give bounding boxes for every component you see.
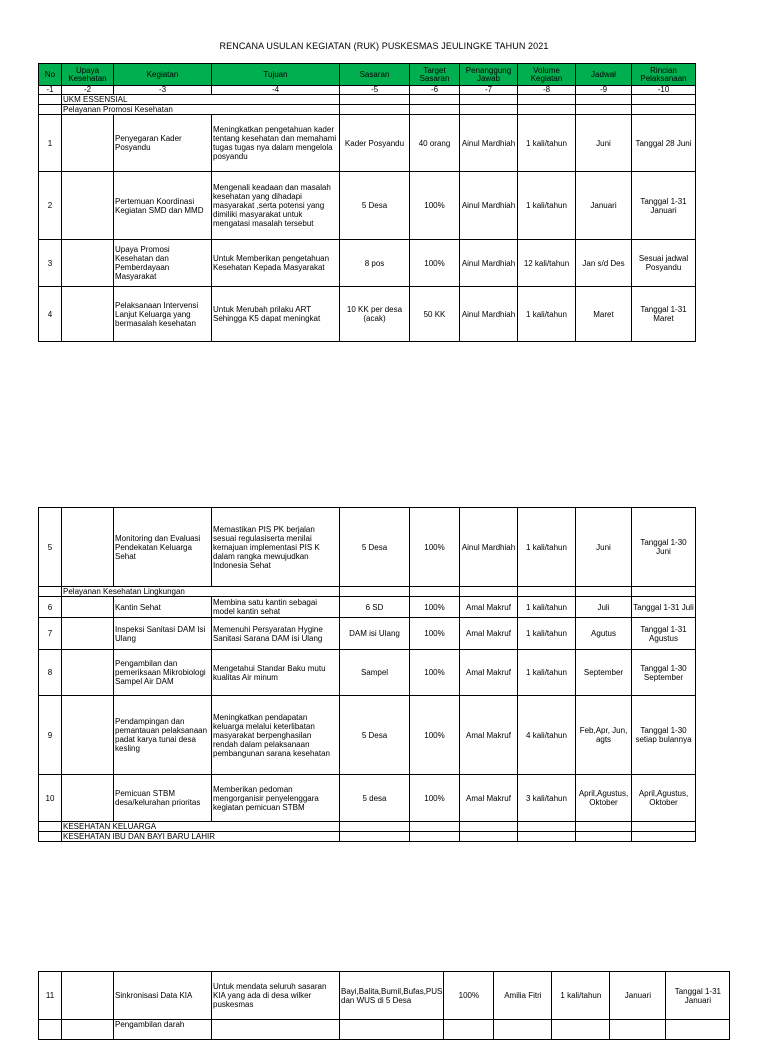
row-volume-cell: 3 kali/tahun <box>518 775 576 822</box>
column-number: -2 <box>62 86 114 95</box>
row-volume-cell: 1 kali/tahun <box>518 172 576 240</box>
empty-cell <box>460 95 518 105</box>
row-upaya-cell <box>62 650 114 696</box>
row-kegiatan-cell: Pengambilan dan pemeriksaan Mikrobiologi Sampel Air DAM <box>114 650 212 696</box>
row-kegiatan-cell: Pertemuan Koordinasi Kegiatan SMD dan MMD <box>114 172 212 240</box>
column-number: -8 <box>518 86 576 95</box>
row-sasaran-cell: 5 Desa <box>340 508 410 587</box>
empty-cell <box>39 822 62 832</box>
empty-cell <box>340 587 410 597</box>
row-sasaran-cell: 8 pos <box>340 240 410 287</box>
row-penanggung-jawab-cell: Ainul Mardhiah <box>460 508 518 587</box>
row-no-cell: 3 <box>39 240 62 287</box>
empty-cell <box>410 105 460 115</box>
row-rincian-cell: Tanggal 1-30 September <box>632 650 696 696</box>
row-jadwal-cell: April,Agustus, Oktober <box>576 775 632 822</box>
row-jadwal-cell: September <box>576 650 632 696</box>
row-jadwal-cell: Januari <box>576 172 632 240</box>
row-volume-cell: 4 kali/tahun <box>518 696 576 775</box>
row-rincian-cell: Tanggal 1-30 Juni <box>632 508 696 587</box>
row-upaya-cell <box>62 972 114 1020</box>
empty-cell <box>340 105 410 115</box>
row-volume-cell: 12 kali/tahun <box>518 240 576 287</box>
row-volume-cell: 1 kali/tahun <box>518 508 576 587</box>
empty-cell <box>410 587 460 597</box>
empty-cell <box>518 587 576 597</box>
column-header-rincian: Rincian Pelaksanaan <box>632 64 696 86</box>
row-tujuan-cell: Untuk Merubah prilaku ART Sehingga K5 dapat meningkat <box>212 287 340 342</box>
section-kesehatan-lingkungan: Pelayanan Kesehatan Lingkungan <box>62 587 340 597</box>
row-target-cell <box>444 1020 494 1040</box>
empty-cell <box>632 832 696 842</box>
row-penanggung-jawab-cell: Amal Makruf <box>460 618 518 650</box>
row-tujuan-cell: Meningkatkan pengetahuan kader tentang kesehatan dan memahami tugas tugas nya dalam mengelola posyandu <box>212 115 340 172</box>
row-upaya-cell <box>62 775 114 822</box>
row-volume-cell <box>552 1020 610 1040</box>
row-tujuan-cell: Memberikan pedoman mengorganisir penyelenggara kegiatan pemicuan STBM <box>212 775 340 822</box>
table-row <box>39 172 696 240</box>
empty-cell <box>576 95 632 105</box>
empty-cell <box>340 95 410 105</box>
empty-cell <box>576 832 632 842</box>
row-target-cell: 100% <box>410 172 460 240</box>
row-no-cell: 7 <box>39 618 62 650</box>
row-penanggung-jawab-cell: Ainul Mardhiah <box>460 115 518 172</box>
table-row <box>39 508 696 587</box>
empty-cell <box>39 95 62 105</box>
row-no-cell: 2 <box>39 172 62 240</box>
table-row <box>39 775 696 822</box>
column-header-tujuan: Tujuan <box>212 64 340 86</box>
table-row <box>39 287 696 342</box>
row-rincian-cell: April,Agustus, Oktober <box>632 775 696 822</box>
row-no-cell: 9 <box>39 696 62 775</box>
section-row <box>39 95 696 105</box>
empty-cell <box>576 587 632 597</box>
row-target-cell: 100% <box>444 972 494 1020</box>
empty-cell <box>460 105 518 115</box>
row-volume-cell: 1 kali/tahun <box>518 650 576 696</box>
row-sasaran-cell: 10 KK per desa (acak) <box>340 287 410 342</box>
empty-cell <box>518 95 576 105</box>
row-penanggung-jawab-cell <box>494 1020 552 1040</box>
ruk-table-page-3 <box>38 971 730 1040</box>
column-number: -10 <box>632 86 696 95</box>
table-row <box>39 240 696 287</box>
empty-cell <box>410 95 460 105</box>
section-ukm-essensial: UKM ESSENSIAL <box>62 95 340 105</box>
row-sasaran-cell: Bayi,Balita,Bumil,Bufas,PUS dan WUS di 5 Desa <box>340 972 444 1020</box>
row-jadwal-cell: Jan s/d Des <box>576 240 632 287</box>
row-tujuan-cell: Memastikan PIS PK berjalan sesuai regulasiserta menilai kemajuan implementasi PIS K dalam rangka mewujudkan Indonesia Sehat <box>212 508 340 587</box>
empty-cell <box>632 587 696 597</box>
row-penanggung-jawab-cell: Amal Makruf <box>460 597 518 618</box>
column-number-row <box>39 86 696 95</box>
row-no-cell: 4 <box>39 287 62 342</box>
row-rincian-cell: Tanggal 28 Juni <box>632 115 696 172</box>
empty-cell <box>576 822 632 832</box>
row-tujuan-cell: Meningkatkan pendapatan keluarga melalui keterlibatan masyarakat berpenghasilan rendah dalam pelaksanaan pembangunan sarana kesehatan <box>212 696 340 775</box>
row-target-cell: 100% <box>410 696 460 775</box>
empty-cell <box>39 832 62 842</box>
empty-cell <box>460 832 518 842</box>
row-jadwal-cell: Juli <box>576 597 632 618</box>
row-sasaran-cell: Sampel <box>340 650 410 696</box>
row-target-cell: 100% <box>410 650 460 696</box>
row-penanggung-jawab-cell: Ainul Mardhiah <box>460 172 518 240</box>
row-rincian-cell <box>666 1020 730 1040</box>
row-upaya-cell <box>62 287 114 342</box>
row-volume-cell: 1 kali/tahun <box>552 972 610 1020</box>
table-row <box>39 618 696 650</box>
row-tujuan-cell: Membina satu kantin sebagai model kantin sehat <box>212 597 340 618</box>
row-kegiatan-cell: Upaya Promosi Kesehatan dan Pemberdayaan Masyarakat <box>114 240 212 287</box>
row-rincian-cell: Tanggal 1-31 Januari <box>666 972 730 1020</box>
row-kegiatan-cell: Pemicuan STBM desa/kelurahan prioritas <box>114 775 212 822</box>
row-kegiatan-cell: Sinkronisasi Data KIA <box>114 972 212 1020</box>
row-sasaran-cell <box>340 1020 444 1040</box>
row-kegiatan-cell: Inspeksi Sanitasi DAM Isi Ulang <box>114 618 212 650</box>
row-upaya-cell <box>62 1020 114 1040</box>
section-kesehatan-keluarga: KESEHATAN KELUARGA <box>62 822 340 832</box>
document-title: RENCANA USULAN KEGIATAN (RUK) PUSKESMAS JEULINGKE TAHUN 2021 <box>219 41 549 51</box>
column-number: -6 <box>410 86 460 95</box>
section-row <box>39 832 696 842</box>
row-tujuan-cell: Untuk Memberikan pengetahuan Kesehatan Kepada Masyarakat <box>212 240 340 287</box>
row-tujuan-cell <box>212 1020 340 1040</box>
column-header-kegiatan: Kegiatan <box>114 64 212 86</box>
table-row <box>39 1020 730 1040</box>
row-tujuan-cell: Mengetahui Standar Baku mutu kualitas Air minum <box>212 650 340 696</box>
row-no-cell <box>39 1020 62 1040</box>
empty-cell <box>410 832 460 842</box>
row-sasaran-cell: 5 Desa <box>340 172 410 240</box>
row-kegiatan-cell: Pelaksanaan Intervensi Lanjut Keluarga yang bermasalah kesehatan <box>114 287 212 342</box>
row-volume-cell: 1 kali/tahun <box>518 597 576 618</box>
row-penanggung-jawab-cell: Amal Makruf <box>460 696 518 775</box>
empty-cell <box>340 832 410 842</box>
table-header-row <box>39 64 696 86</box>
section-row <box>39 822 696 832</box>
row-tujuan-cell: Memenuhi Persyaratan Hygine Sanitasi Sarana DAM isi Ulang <box>212 618 340 650</box>
section-promosi-kesehatan: Pelayanan Promosi Kesehatan <box>62 105 340 115</box>
empty-cell <box>410 822 460 832</box>
row-rincian-cell: Tanggal 1-31 Agustus <box>632 618 696 650</box>
column-header-penanggung-jawab: Penanggung Jawab <box>460 64 518 86</box>
empty-cell <box>576 105 632 115</box>
column-number: -1 <box>39 86 62 95</box>
row-no-cell: 10 <box>39 775 62 822</box>
row-kegiatan-cell: Monitoring dan Evaluasi Pendekatan Keluarga Sehat <box>114 508 212 587</box>
empty-cell <box>632 105 696 115</box>
row-penanggung-jawab-cell: Ainul Mardhiah <box>460 240 518 287</box>
empty-cell <box>518 105 576 115</box>
table-row <box>39 972 730 1020</box>
row-volume-cell: 1 kali/tahun <box>518 287 576 342</box>
row-upaya-cell <box>62 172 114 240</box>
row-tujuan-cell: Untuk mendata seluruh sasaran KIA yang ada di desa wilker puskesmas <box>212 972 340 1020</box>
empty-cell <box>39 587 62 597</box>
column-number: -3 <box>114 86 212 95</box>
row-penanggung-jawab-cell: Amilia Fitri <box>494 972 552 1020</box>
section-ibu-bayi-baru-lahir: KESEHATAN IBU DAN BAYI BARU LAHIR <box>62 832 340 842</box>
column-header-no: No <box>39 64 62 86</box>
row-upaya-cell <box>62 240 114 287</box>
row-target-cell: 100% <box>410 597 460 618</box>
row-no-cell: 5 <box>39 508 62 587</box>
row-target-cell: 100% <box>410 775 460 822</box>
row-target-cell: 100% <box>410 508 460 587</box>
row-no-cell: 11 <box>39 972 62 1020</box>
ruk-table-page-2 <box>38 507 696 842</box>
row-target-cell: 40 orang <box>410 115 460 172</box>
row-jadwal-cell: Juni <box>576 508 632 587</box>
row-kegiatan-cell: Penyegaran Kader Posyandu <box>114 115 212 172</box>
row-sasaran-cell: 5 desa <box>340 775 410 822</box>
row-penanggung-jawab-cell: Amal Makruf <box>460 775 518 822</box>
column-header-target: Target Sasaran <box>410 64 460 86</box>
table-row <box>39 597 696 618</box>
row-no-cell: 1 <box>39 115 62 172</box>
row-upaya-cell <box>62 696 114 775</box>
row-jadwal-cell: Agutus <box>576 618 632 650</box>
empty-cell <box>460 822 518 832</box>
empty-cell <box>632 822 696 832</box>
empty-cell <box>340 822 410 832</box>
table-row <box>39 650 696 696</box>
ruk-table-page-1 <box>38 63 696 342</box>
row-tujuan-cell: Mengenali keadaan dan masalah kesehatan yang dihadapi masyarakat ,serta potensi yang dimiliki masyarakat untuk mengatasi masalah tersebut <box>212 172 340 240</box>
row-rincian-cell: Sesuai jadwal Posyandu <box>632 240 696 287</box>
row-upaya-cell <box>62 618 114 650</box>
section-row <box>39 587 696 597</box>
row-no-cell: 6 <box>39 597 62 618</box>
row-jadwal-cell <box>610 1020 666 1040</box>
column-header-jadwal: Jadwal <box>576 64 632 86</box>
column-number: -9 <box>576 86 632 95</box>
row-target-cell: 100% <box>410 618 460 650</box>
table-row <box>39 696 696 775</box>
empty-cell <box>518 832 576 842</box>
column-header-volume: Volume Kegiatan <box>518 64 576 86</box>
row-upaya-cell <box>62 508 114 587</box>
row-no-cell: 8 <box>39 650 62 696</box>
row-volume-cell: 1 kali/tahun <box>518 618 576 650</box>
row-rincian-cell: Tanggal 1-31 Januari <box>632 172 696 240</box>
row-upaya-cell <box>62 115 114 172</box>
row-sasaran-cell: 5 Desa <box>340 696 410 775</box>
row-penanggung-jawab-cell: Ainul Mardhiah <box>460 287 518 342</box>
column-number: -5 <box>340 86 410 95</box>
row-sasaran-cell: Kader Posyandu <box>340 115 410 172</box>
column-header-sasaran: Sasaran <box>340 64 410 86</box>
empty-cell <box>460 587 518 597</box>
table-row <box>39 115 696 172</box>
section-row <box>39 105 696 115</box>
row-sasaran-cell: DAM isi Ulang <box>340 618 410 650</box>
row-kegiatan-cell: Pendampingan dan pemantauan pelaksanaan padat karya tunai desa kesling <box>114 696 212 775</box>
column-number: -4 <box>212 86 340 95</box>
row-rincian-cell: Tanggal 1-31 Maret <box>632 287 696 342</box>
empty-cell <box>632 95 696 105</box>
row-volume-cell: 1 kali/tahun <box>518 115 576 172</box>
empty-cell <box>518 822 576 832</box>
row-kegiatan-cell: Pengambilan darah <box>114 1020 212 1040</box>
row-jadwal-cell: Feb,Apr, Jun, agts <box>576 696 632 775</box>
column-header-upaya: Upaya Kesehatan <box>62 64 114 86</box>
row-kegiatan-cell: Kantin Sehat <box>114 597 212 618</box>
row-jadwal-cell: Juni <box>576 115 632 172</box>
row-upaya-cell <box>62 597 114 618</box>
row-rincian-cell: Tanggal 1-30 setiap bulannya <box>632 696 696 775</box>
row-target-cell: 100% <box>410 240 460 287</box>
row-penanggung-jawab-cell: Amal Makruf <box>460 650 518 696</box>
row-jadwal-cell: Januari <box>610 972 666 1020</box>
empty-cell <box>39 105 62 115</box>
row-rincian-cell: Tanggal 1-31 Juli <box>632 597 696 618</box>
row-target-cell: 50 KK <box>410 287 460 342</box>
row-sasaran-cell: 6 SD <box>340 597 410 618</box>
row-jadwal-cell: Maret <box>576 287 632 342</box>
column-number: -7 <box>460 86 518 95</box>
